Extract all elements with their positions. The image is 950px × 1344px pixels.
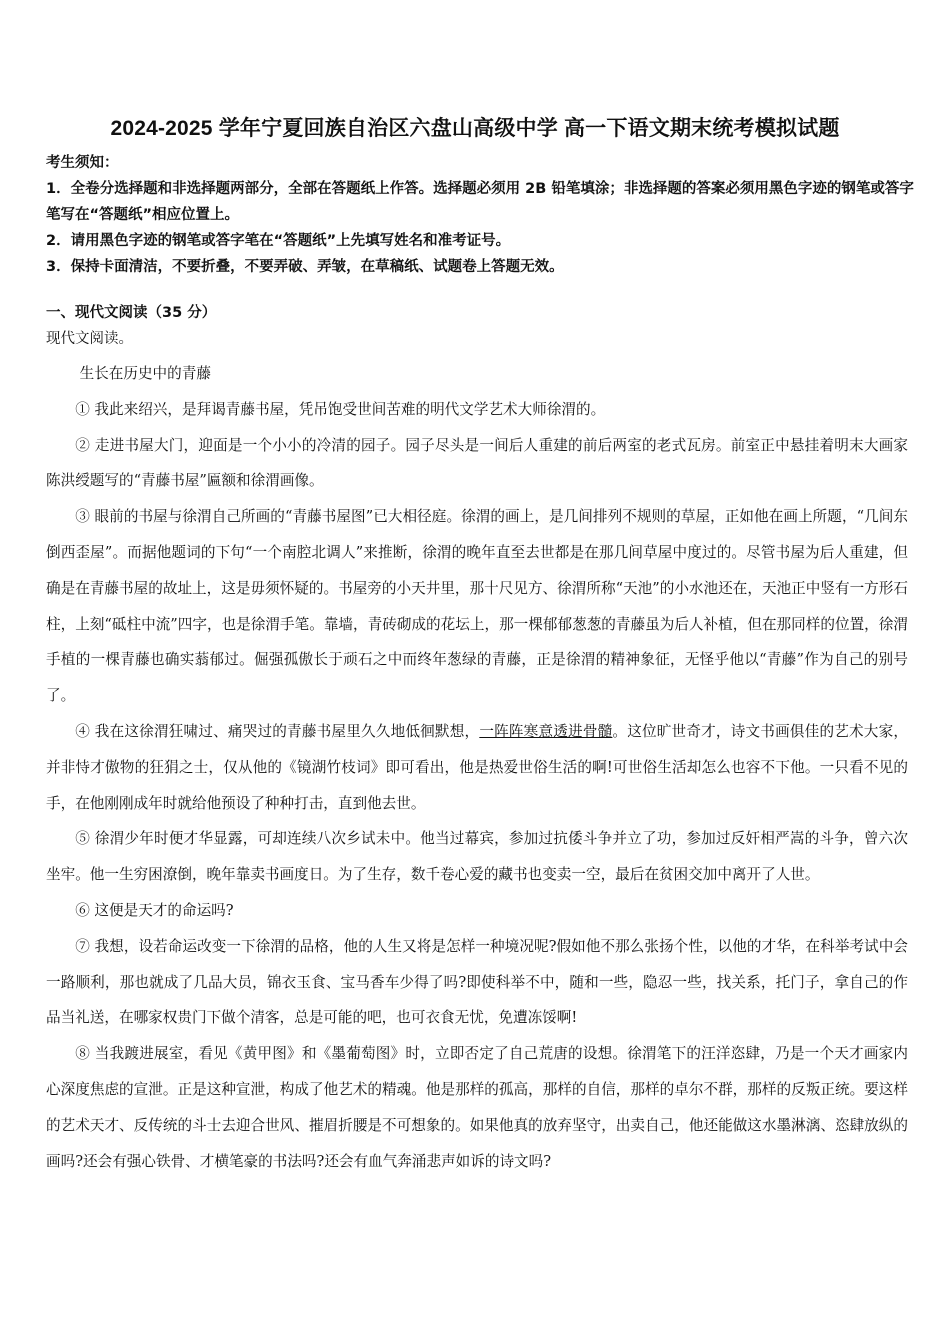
underlined-phrase: 一阵阵寒意透进骨髓 [479,722,613,740]
notice-item: 3．保持卡面清洁，不要折叠，不要弄破、弄皱，在草稿纸、试题卷上答题无效。 [46,259,564,275]
candidate-notice [46,150,916,280]
notice-item: 1．全卷分选择题和非选择题两部分，全部在答题纸上作答。选择题必须用 2B 铅笔填涂；非选择题的答案必须用黑色字迹的钢笔或答字笔写在“答题纸”相应位置上。 [46,181,914,223]
article-paragraph-8: ⑧ 当我踱进展室，看见《黄甲图》和《墨葡萄图》时，立即否定了自己荒唐的设想。徐渭笔下的汪洋恣肆，乃是一个天才画家内心深度焦虑的宣泄。正是这种宣泄，构成了他艺术的精魂。他是那样的孤高，那样的自信，那样的卓尔不群，那样的反叛正统。要这样的艺术天才、反传统的斗士去迎合世风、摧眉折腰是不可想象的。如果他真的放弃坚守，出卖自己，他还能做这水墨淋漓、恣肆放纵的画吗?还会有强心铁骨、才横笔豪的书法吗?还会有血气奔涌悲声如诉的诗文吗? [46,1045,908,1170]
section-heading: 一、现代文阅读（35 分） [46,305,217,321]
article-paragraph-6: ⑥ 这便是天才的命运吗? [75,901,234,919]
paragraph-4-text-before: ④ 我在这徐渭狂啸过、痛哭过的青藤书屋里久久地低徊默想， [75,722,480,740]
paragraph-4-text-after: 。这位旷世奇才，诗文书画俱佳的艺术大家，并非恃才傲物的狂狷之士，仅从他的《镜湖竹枝词》即可看出，他是热爱世俗生活的啊!可世俗生活却怎么也容不下他。一只看不见的手，在他刚刚成年时就给他预设了种种打击，直到他去世。 [46,722,908,812]
notice-heading: 考生须知： [46,155,119,171]
article-paragraph-1: ① 我此来绍兴，是拜谒青藤书屋，凭吊饱受世间苦难的明代文学艺术大师徐渭的。 [75,400,606,418]
section-subheading: 现代文阅读。 [46,331,133,347]
article-paragraph-5: ⑤ 徐渭少年时便才华显露，可却连续八次乡试未中。他当过幕宾，参加过抗倭斗争并立了功，参加过反奸相严嵩的斗争，曾六次坐牢。他一生穷困潦倒，晚年靠卖书画度日。为了生存，数千卷心爱的藏书也变卖一空，最后在贫困交加中离开了人世。 [46,830,908,884]
exam-title: 2024-2025 学年宁夏回族自治区六盘山高级中学 高一下语文期末统考模拟试题 [110,117,840,140]
article-title: 生长在历史中的青藤 [79,365,211,382]
article-paragraph-7: ⑦ 我想，设若命运改变一下徐渭的品格，他的人生又将是怎样一种境况呢?假如他不那么张扬个性，以他的才华，在科举考试中会一路顺利，那也就成了几品大员，锦衣玉食、宝马香车少得了吗?即使科举不中，随和一些，隐忍一些，找关系，托门子，拿自己的作品当礼送，在哪家权贵门下做个清客，总是可能的吧，也可衣食无忧，免遭冻馁啊! [46,937,908,1027]
reading-article [46,356,908,1179]
article-paragraph-2: ② 走进书屋大门，迎面是一个小小的冷清的园子。园子尽头是一间后人重建的前后两室的老式瓦房。前室正中悬挂着明末大画家陈洪绶题写的“青藤书屋”匾额和徐渭画像。 [46,436,908,490]
article-paragraph-3: ③ 眼前的书屋与徐渭自己所画的“青藤书屋图”已大相径庭。徐渭的画上，是几间排列不规则的草屋，正如他在画上所题，“几间东倒西歪屋”。而据他题词的下句“一个南腔北调人”来推断，徐渭的晚年直至去世都是在那几间草屋中度过的。尽管书屋为后人重建，但确是在青藤书屋的故址上，这是毋须怀疑的。书屋旁的小天井里，那十尺见方、徐渭所称“天池”的小水池还在，天池正中竖有一方形石柱，上刻“砥柱中流”四字，也是徐渭手笔。靠墙，青砖砌成的花坛上，那一棵郁郁葱葱的青藤虽为后人补植，但在那同样的位置，徐渭手植的一棵青藤也确实蓊郁过。倔强孤傲长于顽石之中而终年葱绿的青藤，正是徐渭的精神象征，无怪乎他以“青藤”作为自己的别号了。 [46,508,908,705]
notice-item: 2．请用黑色字迹的钢笔或答字笔在“答题纸”上先填写姓名和准考证号。 [46,233,511,249]
article-paragraph-4 [46,714,908,821]
section-header [46,300,916,352]
